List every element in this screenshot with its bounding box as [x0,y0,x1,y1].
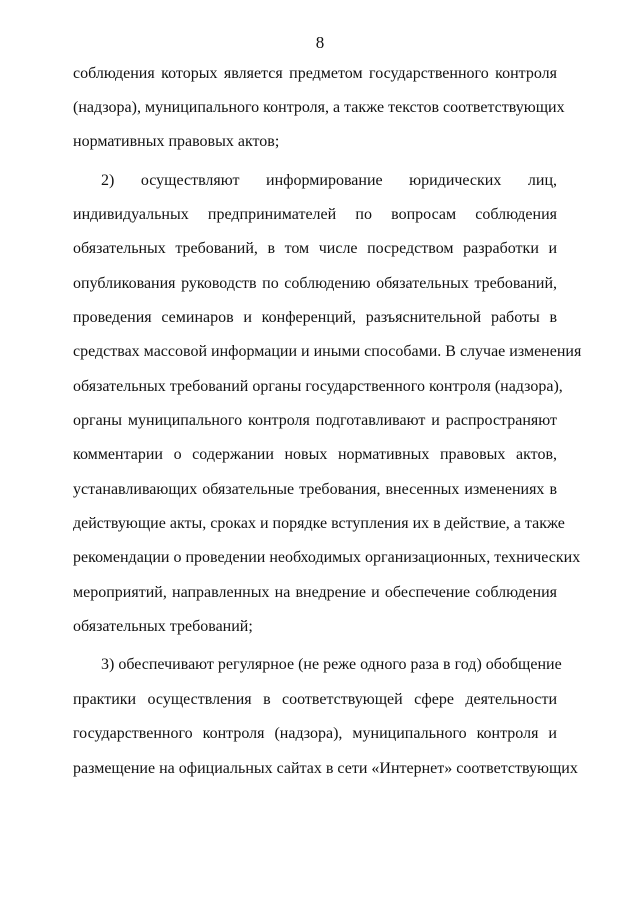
text-line: мероприятий, направленных на внедрение и обеспечение соблюдения [73,584,557,601]
text-line: обязательных требований, в том числе посредством разработки и [73,240,557,257]
text-line: проведения семинаров и конференций, разъяснительной работы в [73,309,557,326]
page-number: 8 [315,33,325,52]
text-line: средствах массовой информации и иными способами. В случае изменения [73,343,582,360]
text-line: рекомендации о проведении необходимых организационных, технических [73,549,581,566]
text-line: устанавливающих обязательные требования, внесенных изменениях в [73,481,557,498]
paragraph-first-line: 3) обеспечивают регулярное (не реже одного раза в год) обобщение [101,656,562,673]
text-line: обязательных требований; [73,618,253,635]
text-line: действующие акты, сроках и порядке вступления их в действие, а также [73,515,565,532]
text-line: практики осуществления в соответствующей сфере деятельности [73,691,557,708]
text-line: обязательных требований органы государственного контроля (надзора), [73,378,563,395]
text-line: соблюдения которых является предметом государственного контроля [73,65,557,82]
text-line: размещение на официальных сайтах в сети «Интернет» соответствующих [73,760,578,777]
text-line: органы муниципального контроля подготавливают и распространяют [73,412,557,429]
text-line: комментарии о содержании новых нормативных правовых актов, [73,446,557,463]
text-line: государственного контроля (надзора), муниципального контроля и [73,725,557,742]
text-line: опубликования руководств по соблюдению обязательных требований, [73,275,557,292]
text-line: индивидуальных предпринимателей по вопросам соблюдения [73,206,557,223]
text-line: (надзора), муниципального контроля, а также текстов соответствующих [73,99,565,116]
paragraph-first-line: 2) осуществляют информирование юридических лиц, [101,172,557,189]
text-line: нормативных правовых актов; [73,133,280,150]
